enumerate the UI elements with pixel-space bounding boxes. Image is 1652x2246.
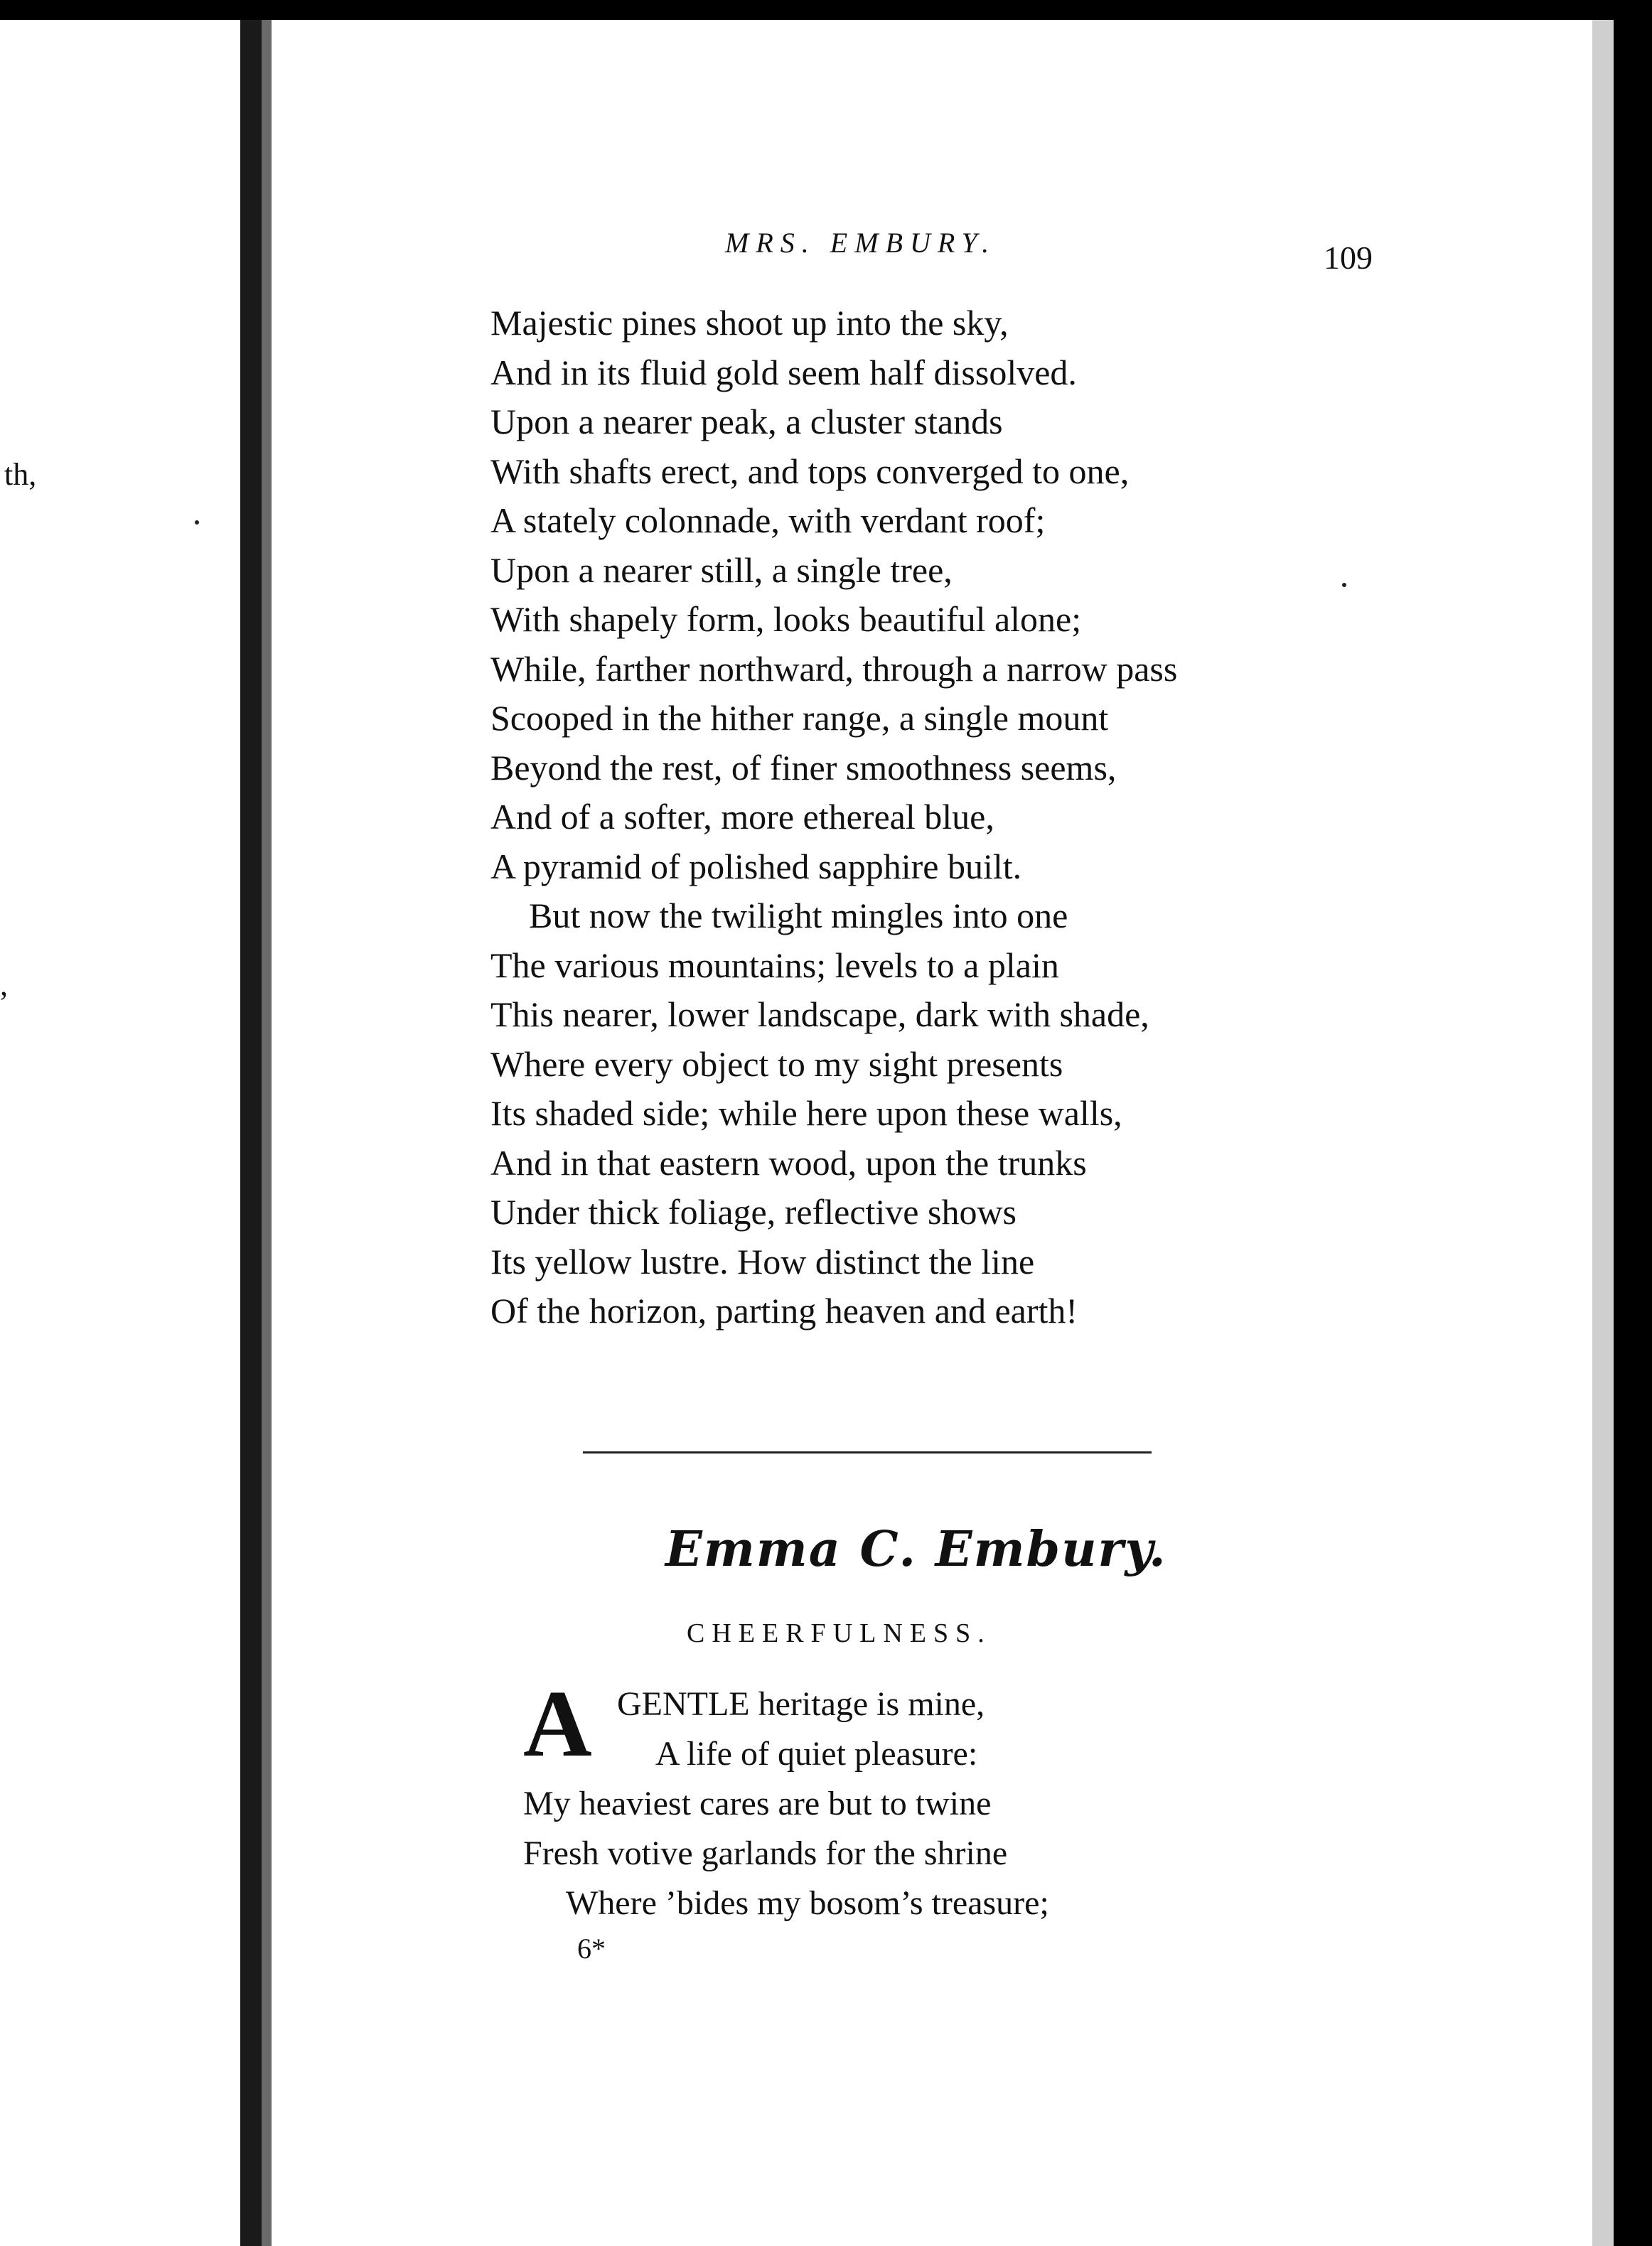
facing-page-fragment: th, [4,457,37,492]
poem-line: And of a softer, more ethereal blue, [490,797,994,837]
poem-line: But now the twilight mingles into one [529,896,1068,935]
stanza-line: GENTLE heritage is mine, [617,1685,985,1723]
poem-title: CHEERFULNESS. [687,1618,992,1648]
poem-line: With shapely form, looks beautiful alone; [490,599,1082,639]
signature-mark: 6* [577,1933,606,1965]
poem-line: Majestic pines shoot up into the sky, [490,303,1009,343]
stanza-line: Fresh votive garlands for the shrine [523,1834,1008,1872]
scan-right-border [1614,20,1652,2246]
stanza-line: Where ’bides my bosom’s treasure; [566,1884,1049,1922]
page-number: 109 [1324,240,1373,276]
poem-line: And in its fluid gold seem half dissolved. [490,352,1077,392]
poem-continued [490,299,1343,1336]
poem-line: Its shaded side; while here upon these walls, [490,1093,1122,1133]
page-edge-shadow [1592,20,1614,2246]
drop-cap: A [523,1671,592,1776]
ink-speck [195,520,199,525]
poem-line: A pyramid of polished sapphire built. [490,846,1022,886]
poem-line: Where every object to my sight presents [490,1043,1063,1084]
poem-line: And in that eastern wood, upon the trunks [490,1142,1087,1183]
poem-line: Upon a nearer still, a single tree, [490,549,953,590]
poem-line: Upon a nearer peak, a cluster stands [490,402,1003,441]
poem-line: The various mountains; levels to a plain [490,945,1059,985]
stanza-line: My heaviest cares are but to twine [523,1785,992,1822]
section-divider [583,1451,1152,1454]
poem-line: Under thick foliage, reflective shows [490,1192,1017,1232]
poem-line: Its yellow lustre. How distinct the line [490,1241,1035,1281]
poem-line: Beyond the rest, of finer smoothness seems, [490,747,1117,788]
poem-line: With shafts erect, and tops converged to one, [490,451,1130,491]
stanza-line: A life of quiet pleasure: [655,1735,978,1773]
running-head: MRS. EMBURY. [725,227,997,259]
poem-line: While, farther northward, through a narrow pass [490,648,1178,689]
poem-line: This nearer, lower landscape, dark with shade, [490,994,1149,1034]
scan-top-border [0,0,1652,20]
poem-line: Of the horizon, parting heaven and earth! [490,1291,1078,1331]
poem-line: Scooped in the hither range, a single mount [490,698,1109,738]
facing-page [0,20,240,2246]
facing-page-fragment: , [0,967,8,1002]
author-heading: Emma C. Embury. [665,1521,1167,1578]
poem-line: A stately colonnade, with verdant roof; [490,500,1046,540]
book-gutter [240,20,262,2246]
gutter-shadow [262,20,272,2246]
